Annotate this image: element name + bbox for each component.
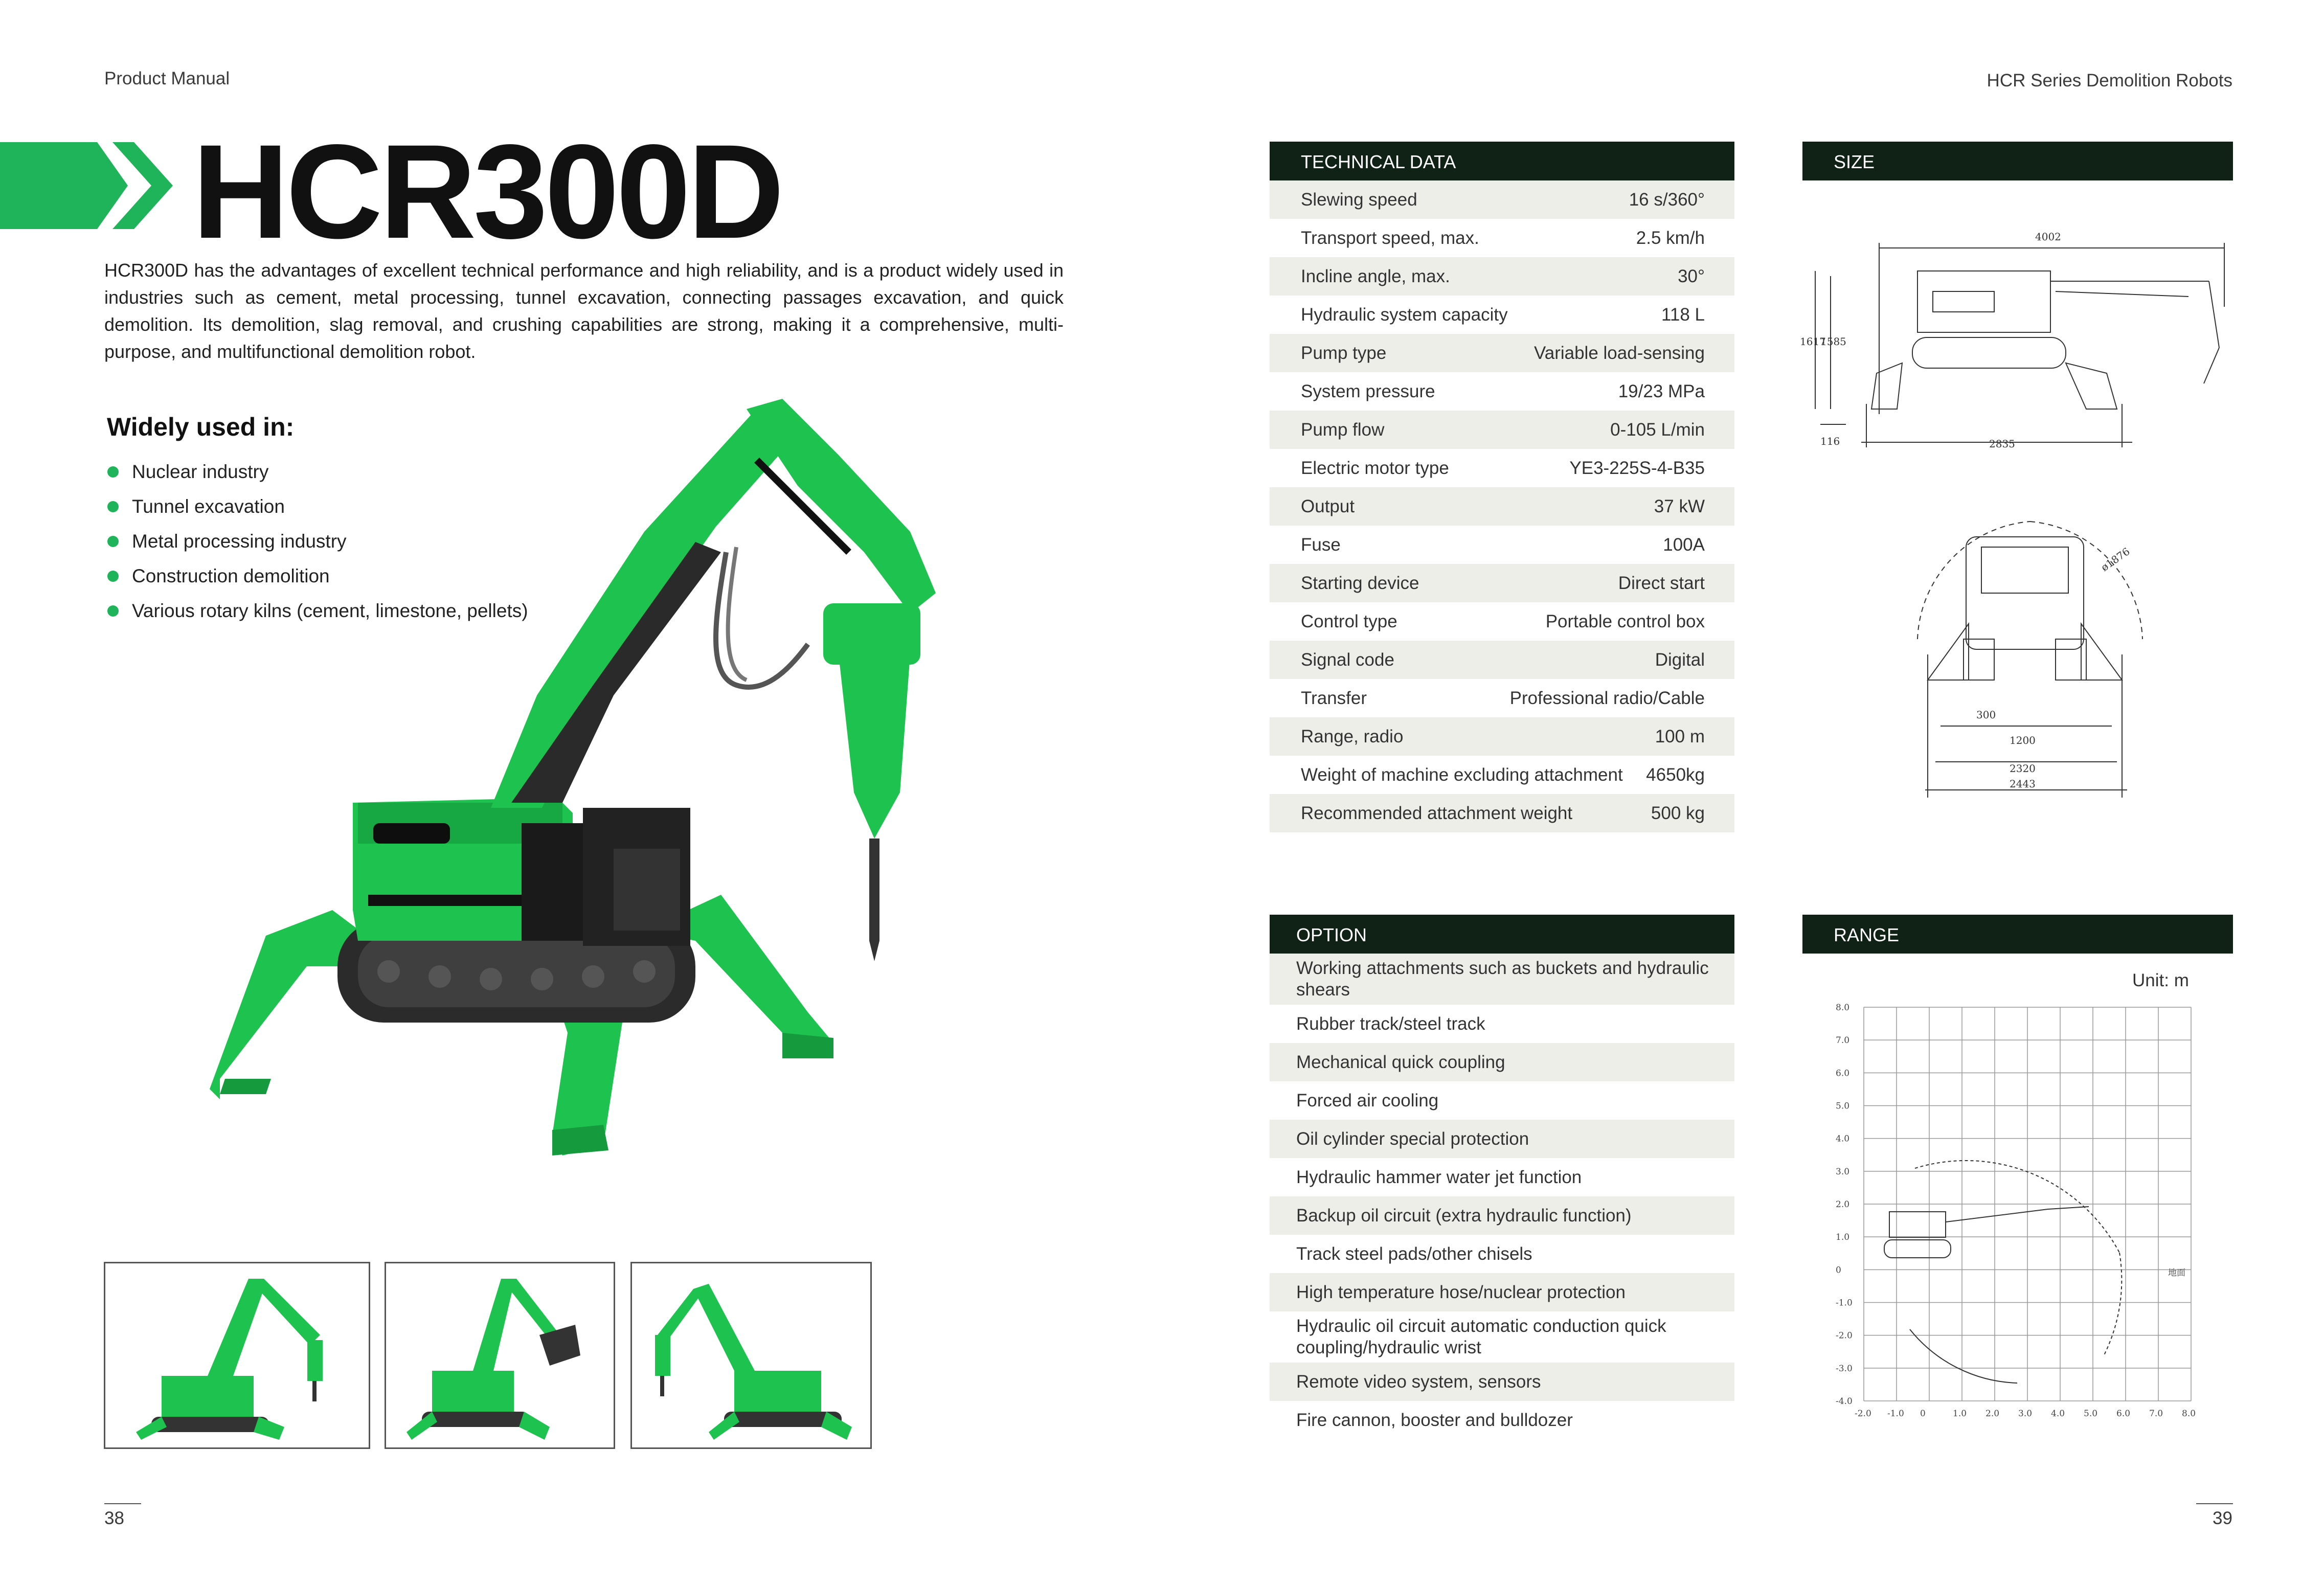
footer-rule-right — [2196, 1503, 2233, 1504]
robot-hammer-thumbnail — [105, 1263, 369, 1447]
page-number-left: 38 — [104, 1508, 124, 1528]
table-row: Transfer Professional radio/Cable — [1301, 688, 1705, 708]
table-row: Starting device Direct start — [1270, 564, 1734, 602]
table-row: Weight of machine excluding attachment 4650kg — [1301, 764, 1705, 785]
size-panel — [1802, 142, 2233, 180]
y-tick-label: -3.0 — [1836, 1363, 1853, 1374]
ground-label: 地面 — [2168, 1268, 2185, 1278]
table-row: Oil cylinder special protection — [1270, 1120, 1734, 1158]
dim-length: 4002 — [2035, 231, 2061, 243]
table-row: Rubber track/steel track — [1296, 1013, 1485, 1034]
table-row: Hydraulic system capacity 118 L — [1301, 304, 1705, 325]
robot-side-thumbnail — [632, 1263, 870, 1447]
y-tick-label: 8.0 — [1836, 1003, 1850, 1013]
header-right: HCR Series Demolition Robots — [1987, 71, 2232, 90]
table-row: Pump flow 0-105 L/min — [1270, 411, 1734, 449]
technical-data-table — [1270, 142, 1734, 832]
y-tick-label: 2.0 — [1836, 1199, 1850, 1210]
page-number-right: 39 — [2213, 1508, 2232, 1528]
x-tick-label: 6.0 — [2116, 1409, 2131, 1419]
dim-ground: 116 — [1820, 435, 1840, 447]
footer-rule-left — [104, 1503, 141, 1504]
page-title: HCR300D — [192, 117, 781, 266]
table-row: Recommended attachment weight 500 kg — [1270, 794, 1734, 832]
thumbnail-image[interactable] — [385, 1262, 615, 1449]
table-row: Control type Portable control box — [1301, 611, 1705, 631]
thumbnail-image[interactable] — [104, 1262, 370, 1449]
x-tick-label: 1.0 — [1953, 1409, 1967, 1419]
table-row: Pump type Variable load-sensing — [1270, 334, 1734, 372]
y-tick-label: 3.0 — [1836, 1166, 1850, 1177]
table-row: Electric motor type YE3-225S-4-B35 — [1301, 458, 1705, 478]
table-row: Signal code Digital — [1270, 641, 1734, 679]
dim-h1: 1617 — [1800, 335, 1826, 348]
range-unit: Unit: m — [2132, 970, 2189, 990]
thumbnail-image[interactable] — [630, 1262, 872, 1449]
x-tick-label: 5.0 — [2084, 1409, 2098, 1419]
x-tick-label: 0 — [1920, 1409, 1926, 1419]
x-tick-label: 2.0 — [1985, 1409, 2000, 1419]
table-row: Range, radio 100 m — [1270, 717, 1734, 756]
table-row: Backup oil circuit (extra hydraulic function) — [1270, 1196, 1734, 1235]
table-row: Transport speed, max. 2.5 km/h — [1301, 228, 1705, 248]
y-tick-label: -1.0 — [1836, 1298, 1853, 1308]
table-row: Slewing speed 16 s/360° — [1270, 180, 1734, 219]
size-drawing — [1800, 220, 2240, 808]
option-header: OPTION — [1270, 915, 1734, 954]
y-tick-label: -2.0 — [1836, 1330, 1853, 1341]
range-header: RANGE — [1802, 915, 2233, 954]
dim-300: 300 — [1976, 709, 1996, 721]
table-row: Forced air cooling — [1296, 1090, 1439, 1111]
table-row: Remote video system, sensors — [1270, 1363, 1734, 1401]
use-item: Construction demolition — [107, 565, 330, 587]
x-tick-label: 7.0 — [2149, 1409, 2163, 1419]
dim-radius: ø1876 — [2099, 545, 2132, 574]
y-tick-label: 5.0 — [1836, 1101, 1850, 1112]
table-row: Working attachments such as buckets and hydraulic shears — [1270, 954, 1734, 1005]
x-tick-label: 4.0 — [2051, 1409, 2065, 1419]
range-panel — [1802, 915, 2233, 954]
y-tick-label: 4.0 — [1836, 1134, 1850, 1144]
demolition-robot-image — [205, 399, 1043, 1191]
dim-2443: 2443 — [2010, 778, 2036, 790]
option-table — [1270, 915, 1734, 1439]
y-tick-label: -4.0 — [1836, 1396, 1853, 1407]
table-row: Hydraulic hammer water jet function — [1296, 1167, 1582, 1187]
dim-track: 2835 — [1989, 438, 2015, 450]
table-row: Mechanical quick coupling — [1270, 1043, 1734, 1081]
use-item: Various rotary kilns (cement, limestone, pellets) — [107, 600, 528, 622]
table-row: Fire cannon, booster and bulldozer — [1296, 1410, 1573, 1430]
x-tick-label: 8.0 — [2182, 1409, 2196, 1419]
use-item: Metal processing industry — [107, 531, 347, 552]
x-tick-label: -1.0 — [1887, 1409, 1904, 1419]
y-tick-label: 0 — [1836, 1265, 1841, 1276]
uses-title: Widely used in: — [107, 413, 295, 441]
y-tick-label: 1.0 — [1836, 1232, 1850, 1243]
table-row: Output 37 kW — [1270, 487, 1734, 526]
chevron-banner-icon — [0, 139, 176, 232]
table-row: System pressure 19/23 MPa — [1301, 381, 1705, 401]
dim-2320: 2320 — [2010, 762, 2036, 775]
use-item: Nuclear industry — [107, 461, 268, 483]
robot-bucket-thumbnail — [386, 1263, 614, 1447]
intro-paragraph: HCR300D has the advantages of excellent technical performance and high reliability, and is a product widely used in industries such as cement, metal processing, tunnel excavation, connecting passages excavation, and quick demolition. Its demolition, slag removal, and crushing capabilities are strong, making it a comprehensive, multi-purpose, and multifunctional demolition robot. — [104, 260, 1064, 362]
table-row: Track steel pads/other chisels — [1296, 1243, 1532, 1264]
dim-h2: 1585 — [1820, 335, 1846, 348]
x-tick-label: -2.0 — [1855, 1409, 1871, 1419]
table-row: Fuse 100A — [1301, 534, 1705, 555]
y-tick-label: 7.0 — [1836, 1035, 1850, 1046]
use-item: Tunnel excavation — [107, 496, 285, 517]
table-row: High temperature hose/nuclear protection — [1270, 1273, 1734, 1311]
x-tick-label: 3.0 — [2018, 1409, 2033, 1419]
size-header: SIZE — [1802, 142, 2233, 180]
header-left: Product Manual — [104, 69, 230, 88]
dim-1200: 1200 — [2010, 734, 2036, 746]
table-row: Incline angle, max. 30° — [1270, 257, 1734, 296]
table-row: Hydraulic oil circuit automatic conduction quick coupling/hydraulic wrist — [1296, 1316, 1666, 1357]
technical-data-header: TECHNICAL DATA — [1270, 142, 1734, 180]
y-tick-label: 6.0 — [1836, 1068, 1850, 1079]
range-chart — [1833, 997, 2201, 1426]
